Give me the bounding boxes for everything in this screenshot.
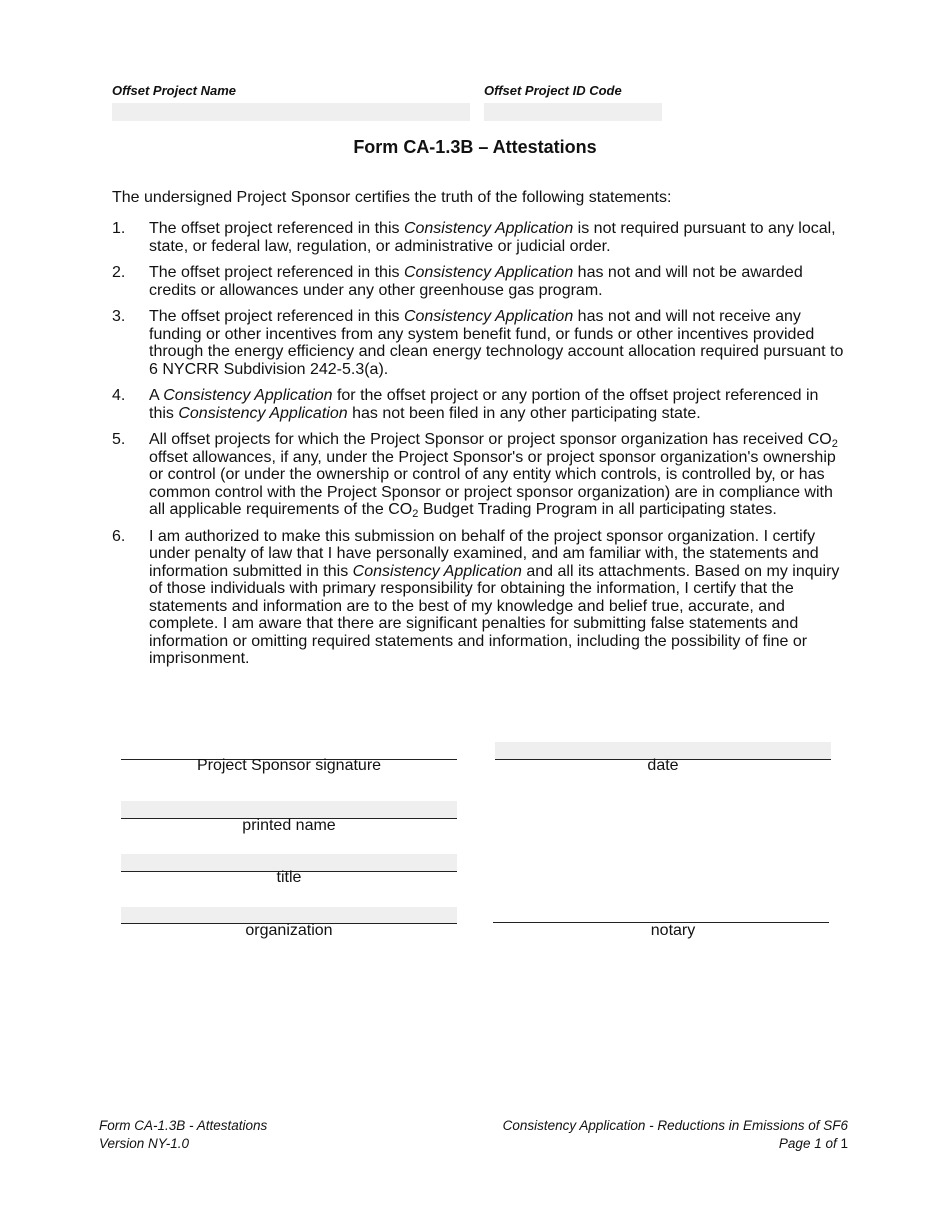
- item-number: 6.: [112, 527, 126, 545]
- page-number: [450, 1135, 848, 1153]
- item-text: A: [149, 387, 164, 404]
- item-text: offset allowances, if any, under the Project Sponsor's or project sponsor organization's ownership or control (or under the ownership or control of any entity which controls, is controlled by, or has common control with the Project Sponsor or project sponsor organization) are in compliance with all applicable requirements of the CO: [149, 448, 836, 518]
- item-emphasis: Consistency Application: [352, 562, 522, 580]
- item-number: 1.: [112, 220, 126, 237]
- item-emphasis: Consistency Application: [403, 264, 574, 281]
- intro-statement: The undersigned Project Sponsor certifies the truth of the following statements:: [112, 189, 672, 206]
- item-text: has not and will not be awarded credits or allowances under any other greenhouse gas program.: [149, 264, 803, 299]
- item-text: Budget Trading Program in all participating states.: [418, 501, 777, 518]
- page-prefix: Page: [778, 1136, 815, 1151]
- project-name-label: Offset Project Name: [112, 83, 237, 98]
- item-emphasis: Consistency Application: [403, 308, 574, 325]
- project-id-field[interactable]: [484, 103, 662, 121]
- subscript: 2: [412, 508, 419, 520]
- footer-form-name: Form CA-1.3B - Attestations: [99, 1118, 268, 1133]
- attestation-item: [112, 308, 844, 378]
- attestation-item: [112, 220, 844, 255]
- sponsor-signature-label: Project Sponsor signature: [196, 757, 382, 774]
- project-name-field[interactable]: [112, 103, 470, 121]
- notary-label: notary: [650, 922, 696, 939]
- page-current: 1: [814, 1136, 822, 1151]
- printed-name-field[interactable]: [121, 801, 457, 818]
- item-text: All offset projects for which the Project Sponsor or project sponsor organization has received CO: [149, 431, 832, 448]
- item-emphasis: Consistency Application: [178, 404, 348, 422]
- item-text: The offset project referenced in this: [149, 220, 404, 237]
- page-of: of: [821, 1136, 841, 1151]
- footer-right: [450, 1117, 848, 1153]
- printed-name-label: printed name: [242, 817, 336, 834]
- item-text: is not required pursuant to any local, state, or federal law, regulation, or administrative or judicial order.: [149, 220, 836, 255]
- attestation-item: [112, 528, 844, 668]
- item-text: I am authorized to make this submission on behalf of the project sponsor organization. I certify under penalty of law that I have personally examined, and am familiar with, the statements and information submitted in this: [149, 527, 819, 580]
- item-text: has not been filed in any other participating state.: [347, 404, 701, 422]
- page-total: 1: [840, 1136, 848, 1151]
- title-label: title: [276, 869, 302, 886]
- item-text: The offset project referenced in this: [149, 264, 404, 281]
- attestation-item: [112, 264, 844, 299]
- item-emphasis: Consistency Application: [163, 387, 333, 404]
- footer-application: Consistency Application - Reductions in Emissions of SF6: [502, 1118, 848, 1133]
- attestation-list: [112, 220, 844, 677]
- project-id-label: Offset Project ID Code: [484, 83, 622, 98]
- organization-label: organization: [245, 922, 333, 939]
- footer-left: [99, 1117, 267, 1153]
- item-text: and all its attachments. Based on my inquiry of those individuals with primary responsibility for obtaining the information, I certify that the statements and information are to the best of my knowledge and belief true, accurate, and complete. I am aware that there are significant penalties for submitting false statements and information or omitting required statements and information, including the possibility of fine or imprisonment.: [149, 562, 840, 667]
- item-text: has not and will not receive any funding or other incentives from any system benefit fund, or funds or other incentives provided through the energy efficiency and clean energy technology account allocation required pursuant to 6 NYCRR Subdivision 242-5.3(a).: [149, 308, 844, 378]
- item-emphasis: Consistency Application: [403, 220, 574, 237]
- page-title: Form CA-1.3B – Attestations: [353, 137, 597, 157]
- footer-version: Version NY-1.0: [99, 1136, 190, 1151]
- item-number: 4.: [112, 387, 126, 404]
- attestation-item: [112, 431, 844, 519]
- item-text: for the offset project or any portion of the offset project referenced in this: [149, 387, 819, 422]
- item-number: 2.: [112, 264, 126, 281]
- subscript: 2: [831, 438, 838, 450]
- item-text: The offset project referenced in this: [149, 308, 404, 325]
- item-number: 3.: [112, 308, 126, 325]
- item-number: 5.: [112, 431, 126, 448]
- attestation-item: [112, 387, 844, 422]
- date-label: date: [647, 757, 679, 774]
